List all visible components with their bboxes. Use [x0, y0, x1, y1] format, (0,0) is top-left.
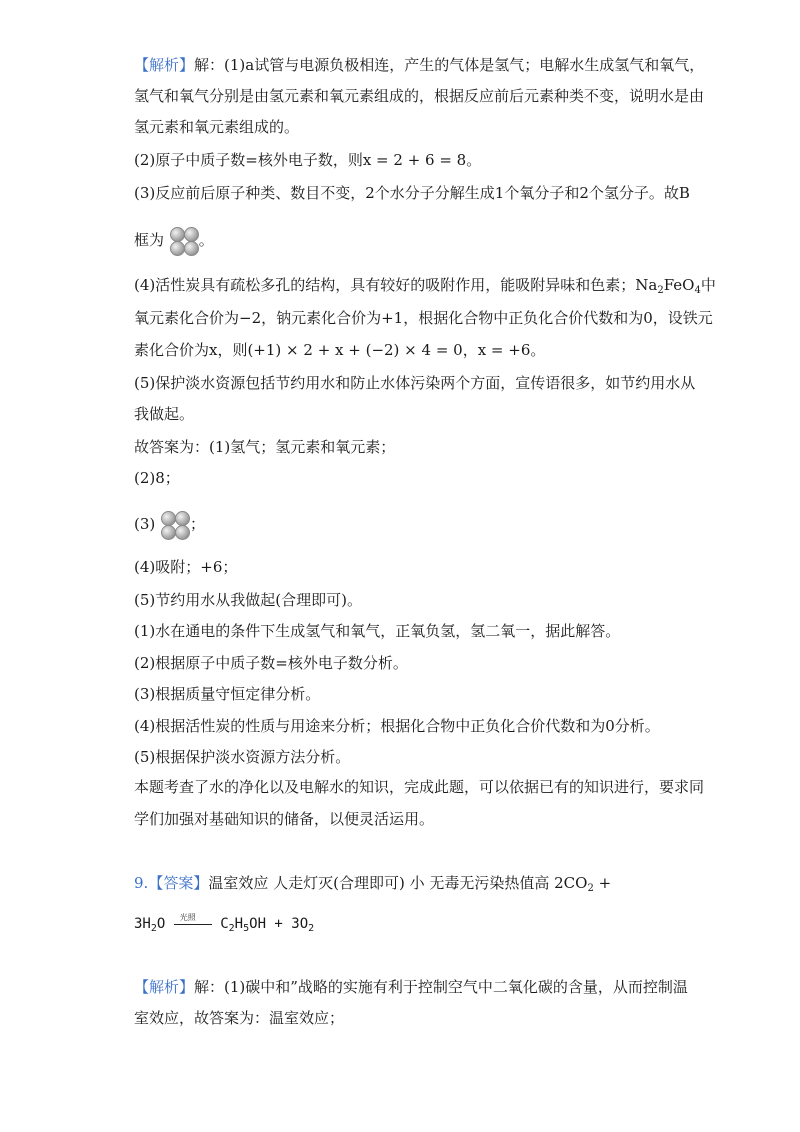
- analysis-tag: 【解析】: [134, 978, 195, 996]
- line-12: 故答案为：(1)氢气；氢元素和氧元素；: [134, 438, 396, 456]
- line-2: 氢气和氧气分别是由氢元素和氧元素组成的，根据反应前后元素种类不变，说明水是由: [134, 87, 705, 105]
- line-6: [134, 226, 214, 256]
- line-5: (3)反应前后原子种类、数目不变，2个水分子分解生成1个氧分子和2个氢分子。故B: [134, 184, 690, 202]
- text: O: [156, 916, 166, 932]
- line-25: 室效应，故答案为：温室效应；: [134, 1009, 345, 1027]
- text: ；: [190, 515, 206, 533]
- text: (4)活性炭具有疏松多孔的结构，具有较好的吸附作用，能吸附异味和色素；Na: [134, 276, 658, 294]
- line-4: (2)原子中质子数=核外电子数，则x = 2 + 6 = 8。: [134, 151, 482, 169]
- text: 解：(1)a试管与电源负极相连，产生的气体是氢气；电解水生成氢气和氧气，: [194, 56, 705, 74]
- reaction-condition: 光照: [179, 913, 196, 922]
- hydrogen-molecules-icon: [160, 510, 190, 540]
- text: +: [593, 874, 612, 892]
- line-17: (1)水在通电的条件下生成氢气和氧气，正氧负氢，氢二氧一，据此解答。: [134, 622, 621, 640]
- text: (3): [134, 515, 156, 533]
- subscript: 4: [694, 285, 701, 296]
- line-19: (3)根据质量守恒定律分析。: [134, 685, 321, 703]
- answer-text: 温室效应 人走灯灭(合理即可) 小 无毒无污染热值高 2CO: [208, 874, 588, 892]
- line-11: 我做起。: [134, 405, 195, 423]
- line-10: (5)保护淡水资源包括节约用水和防止水体污染两个方面，宣传语很多，如节约用水从: [134, 374, 696, 392]
- text: 解：(1)碳中和”战略的实施有利于控制空气中二氧化碳的含量，从而控制温: [194, 978, 688, 996]
- line-24: [134, 977, 688, 997]
- text: 。: [198, 231, 214, 249]
- line-13: (2)8；: [134, 469, 180, 487]
- text: H: [234, 916, 244, 932]
- text: 框为: [134, 231, 165, 249]
- line-8: 氧元素化合价为−2，钠元素化合价为+1，根据化合物中正负化合价代数和为0，设铁元: [134, 309, 713, 327]
- subscript: 2: [150, 923, 157, 934]
- subscript: 5: [243, 923, 250, 934]
- line-9: 素化合价为x，则(+1) × 2 + x + (−2) × 4 = 0，x = +6。: [134, 341, 546, 359]
- line-14: [134, 510, 205, 540]
- line-16: (5)节约用水从我做起(合理即可)。: [134, 591, 362, 609]
- equation-line: [134, 914, 314, 939]
- question-number: 9.: [134, 874, 149, 892]
- line-21: (5)根据保护淡水资源方法分析。: [134, 748, 351, 766]
- line-22: 本题考查了水的净化以及电解水的知识，完成此题，可以依据已有的知识进行，要求同: [134, 778, 705, 796]
- line-7: [134, 275, 716, 301]
- line-15: (4)吸附；+6；: [134, 558, 238, 576]
- text: OH + 3O: [249, 916, 309, 932]
- line-3: 氢元素和氧元素组成的。: [134, 118, 300, 136]
- line-1: [134, 55, 704, 75]
- hydrogen-molecules-icon: [169, 226, 199, 256]
- text: 中: [700, 276, 716, 294]
- subscript: 2: [657, 285, 664, 296]
- answer-tag: 【答案】: [148, 874, 209, 892]
- subscript: 2: [587, 883, 594, 894]
- q9-answer-line: [134, 873, 611, 899]
- subscript: 2: [228, 923, 235, 934]
- text: C: [220, 916, 229, 932]
- analysis-tag: 【解析】: [134, 56, 195, 74]
- reaction-arrow-icon: [174, 913, 212, 931]
- line-23: 学们加强对基础知识的储备，以便灵活运用。: [134, 810, 435, 828]
- line-18: (2)根据原子中质子数=核外电子数分析。: [134, 654, 408, 672]
- subscript: 2: [308, 923, 315, 934]
- line-20: (4)根据活性炭的性质与用途来分析；根据化合物中正负化合价代数和为0分析。: [134, 717, 660, 735]
- text: 3H: [134, 916, 151, 932]
- text: FeO: [663, 276, 695, 294]
